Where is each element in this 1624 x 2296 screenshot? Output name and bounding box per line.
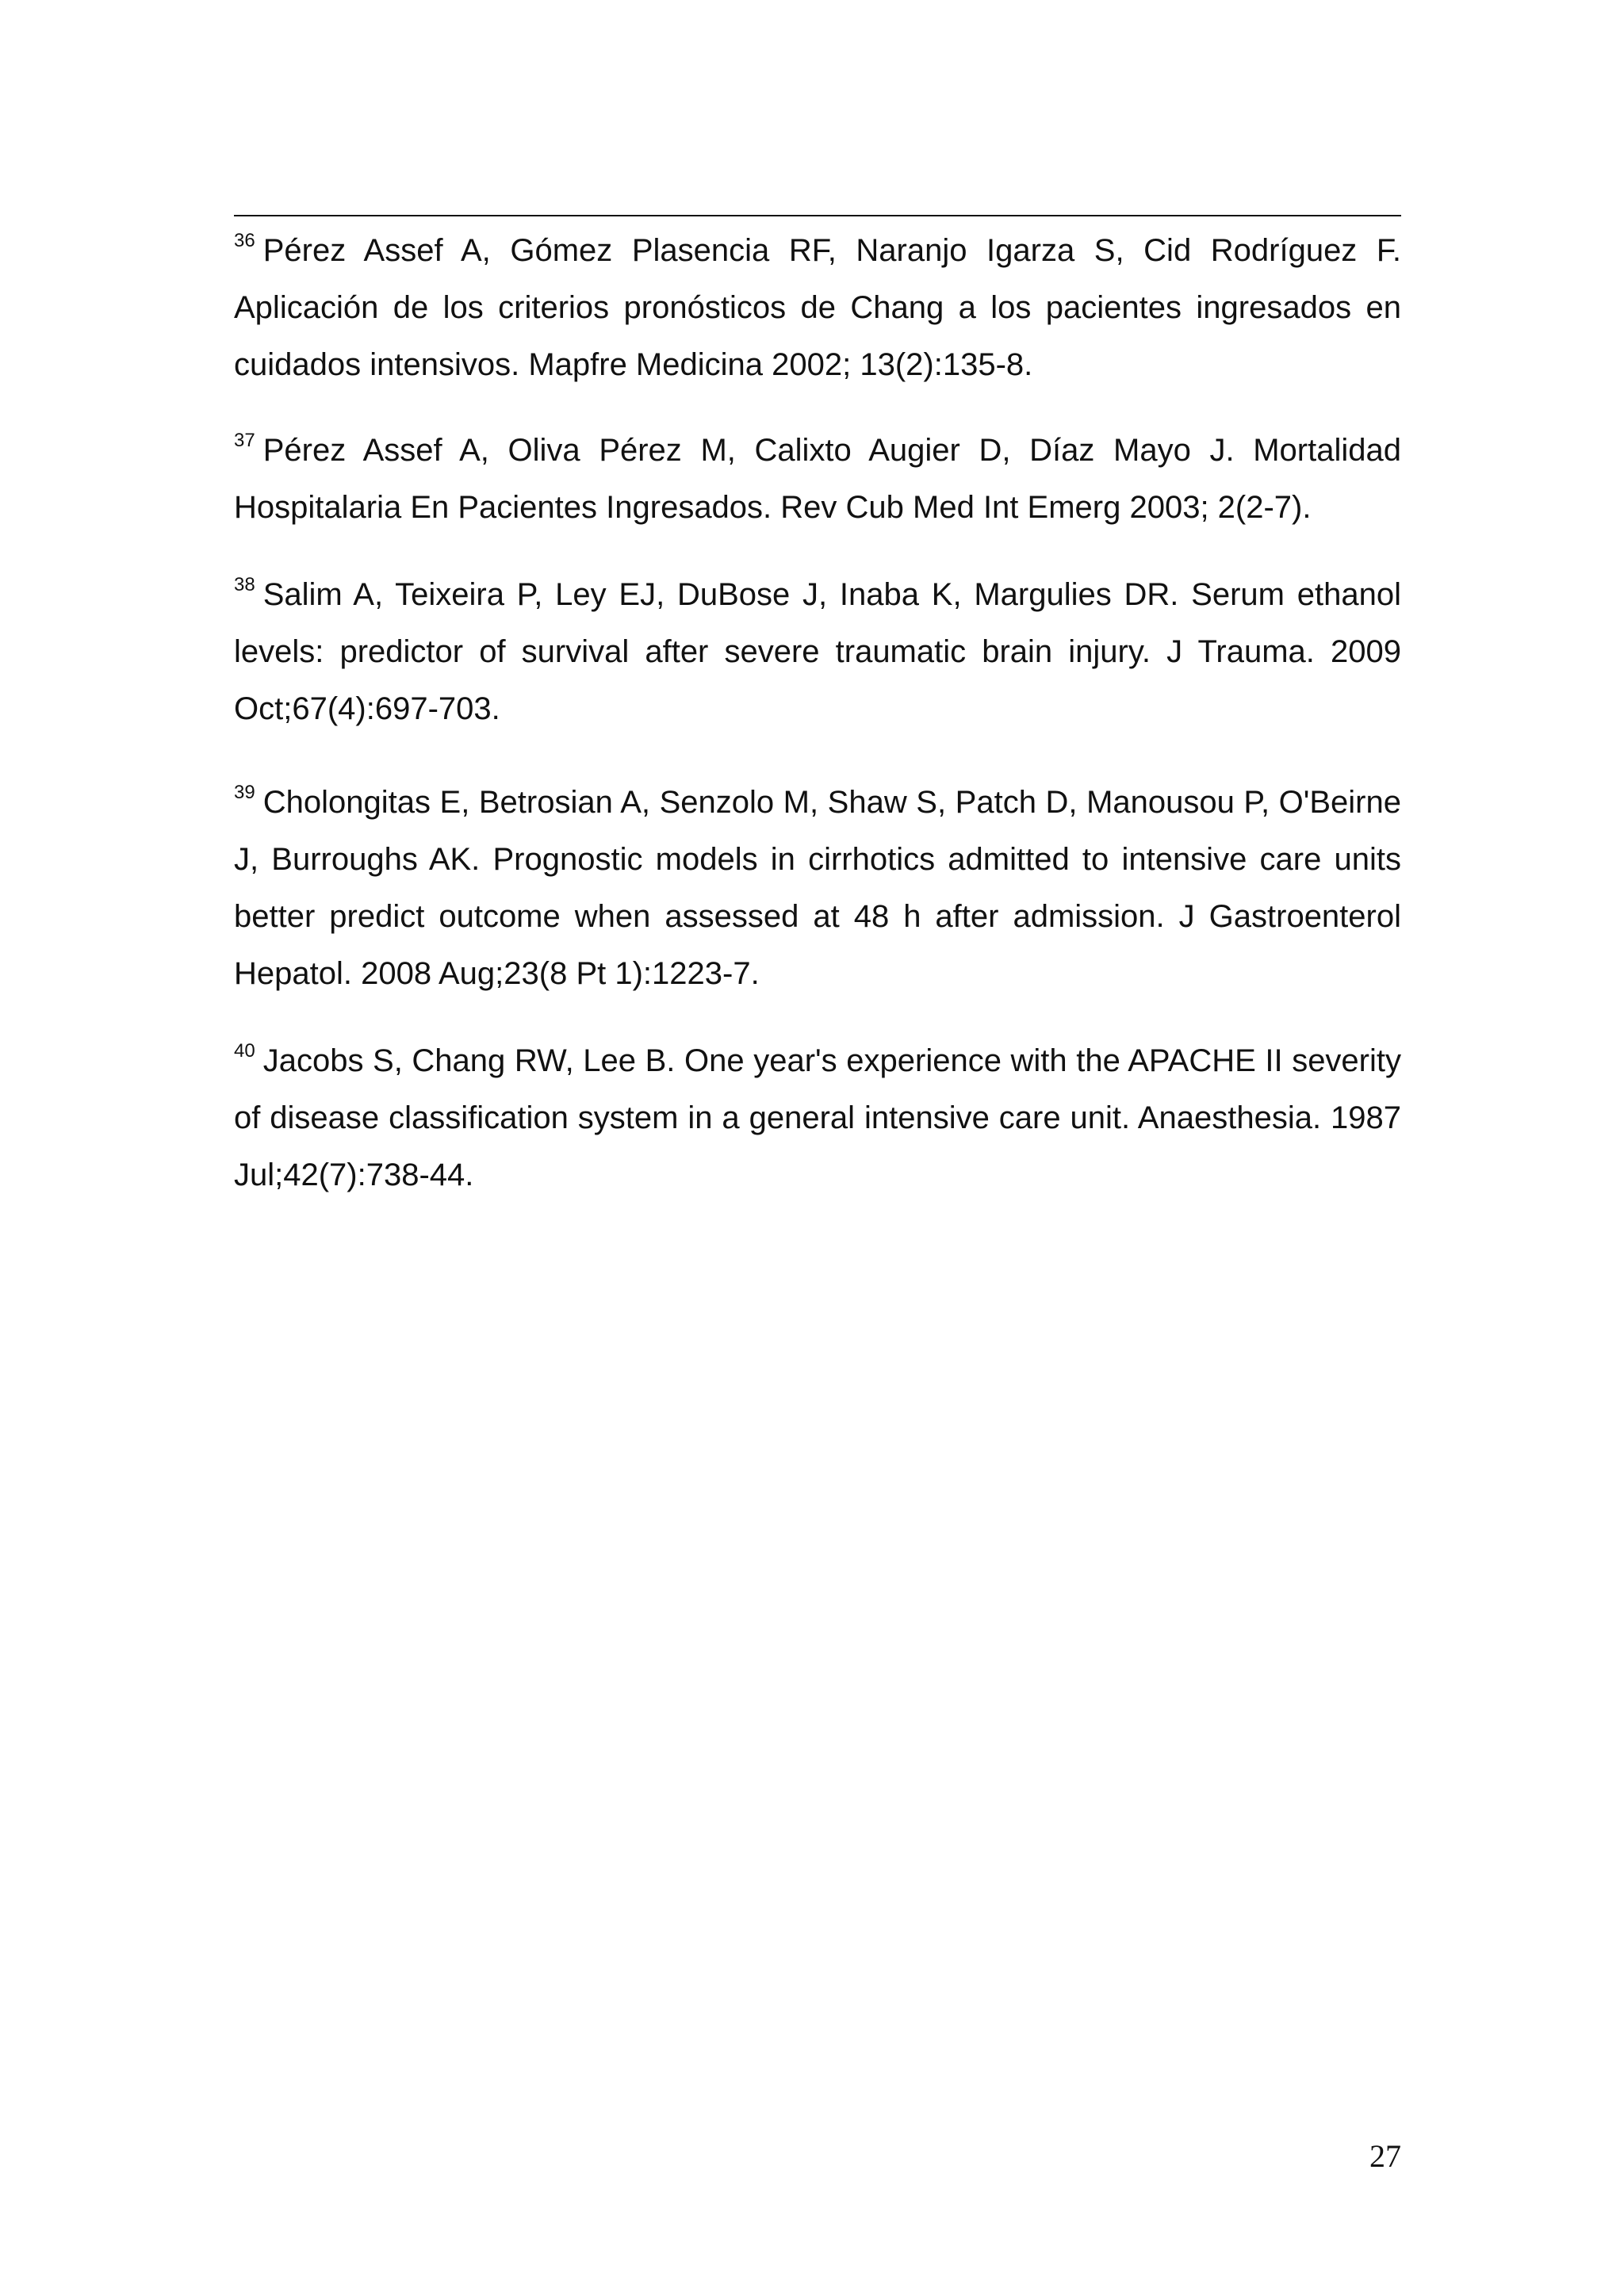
footnote-40 (234, 1032, 1401, 1203)
footnote-number: 36 (234, 230, 255, 251)
footnote-number: 39 (234, 782, 255, 803)
footnote-37 (234, 422, 1401, 536)
footnote-number: 37 (234, 430, 255, 451)
footnote-39 (234, 774, 1401, 1002)
footnote-text: Cholongitas E, Betrosian A, Senzolo M, Shaw S, Patch D, Manousou P, O'Beirne J, Burroughs AK. Prognostic models in cirrhotics admitted to intensive care units better predict outcome when assessed at 48 h after admission. J Gastroenterol Hepatol. 2008 Aug;23(8 Pt 1):1223-7. (234, 785, 1401, 991)
footnote-38 (234, 566, 1401, 737)
footnote-number: 38 (234, 574, 255, 595)
footnote-text: Salim A, Teixeira P, Ley EJ, DuBose J, Inaba K, Margulies DR. Serum ethanol levels: predictor of survival after severe traumatic brain injury. J Trauma. 2009 Oct;67(4):697-703. (234, 577, 1401, 726)
footnote-text: Pérez Assef A, Gómez Plasencia RF, Naranjo Igarza S, Cid Rodríguez F. Aplicación de los criterios pronósticos de Chang a los pacientes ingresados en cuidados intensivos. Mapfre Medicina 2002; 13(2):135-8. (234, 233, 1401, 382)
page-number: 27 (1369, 2138, 1401, 2174)
footnotes-list (234, 222, 1401, 1203)
footnote-text: Jacobs S, Chang RW, Lee B. One year's experience with the APACHE II severity of disease classification system in a general intensive care unit. Anaesthesia. 1987 Jul;42(7):738-44. (234, 1043, 1401, 1192)
footnote-36 (234, 222, 1401, 393)
footnote-separator (234, 215, 1401, 216)
footnote-number: 40 (234, 1040, 255, 1062)
footnote-text: Pérez Assef A, Oliva Pérez M, Calixto Augier D, Díaz Mayo J. Mortalidad Hospitalaria En Pacientes Ingresados. Rev Cub Med Int Emerg 2003; 2(2-7). (234, 433, 1401, 525)
